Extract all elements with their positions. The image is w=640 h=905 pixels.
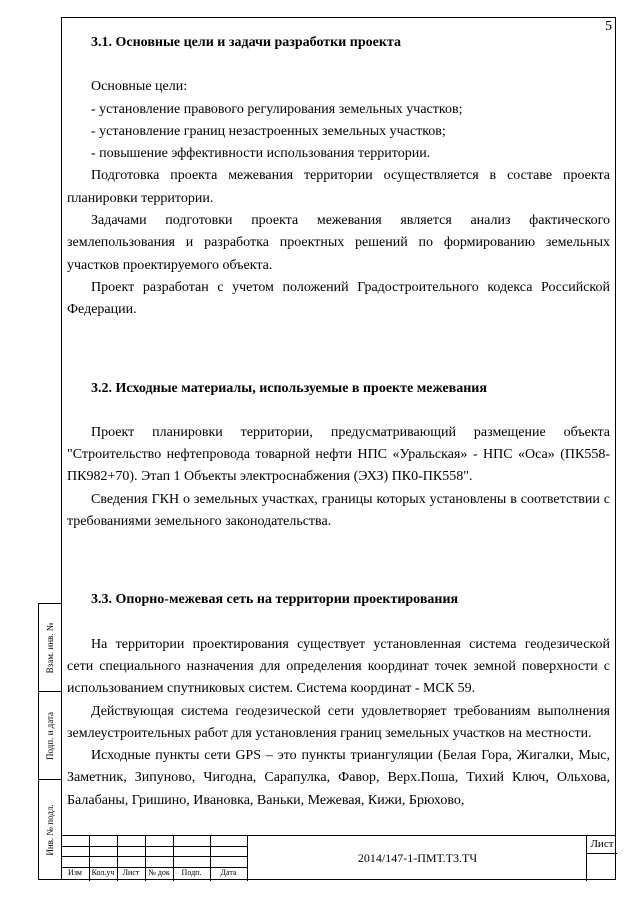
column-label-change: Изм	[68, 868, 82, 877]
column-label-count: Кол.уч	[91, 868, 115, 877]
margin-label-original-inventory: Инв. № подл.	[45, 803, 55, 856]
paragraph: На территории проектирования существует установленная система геодезической сети специального назначения для определения координат точек земной поверхности с использованием спутниковых систем. Система координат - МСК 59.	[67, 636, 610, 697]
paragraph: Действующая система геодезической сети удовлетворяет требованиям выполнения землеустроительных работ для установления границ земельных участков на местности.	[67, 703, 610, 741]
margin-cell-original-inventory	[39, 780, 61, 879]
paragraph: Сведения ГКН о земельных участках, границы которых установлены в соответствии с требованиями земельного законодательства.	[67, 491, 610, 530]
document-body	[67, 32, 610, 812]
column-label-sheet: Лист	[122, 868, 140, 877]
paragraph: Основные цели:	[91, 79, 188, 95]
column-label-signature: Подп.	[181, 868, 202, 877]
paragraph: Проект разработан с учетом положений Градостроительного кодекса Российской Федерации.	[67, 279, 610, 318]
list-item: - установление правового регулирования земельных участков;	[91, 101, 463, 117]
list-item: - повышение эффективности использования территории.	[91, 146, 431, 162]
sheet-cell	[586, 836, 616, 881]
margin-label-signature-date: Подп. и дата	[45, 711, 55, 760]
margin-cell-replacement-inventory	[39, 604, 61, 692]
column-label-date: Дата	[220, 868, 237, 877]
paragraph: Подготовка проекта межевания территории осуществляется в составе проекта планировки территории.	[67, 168, 610, 206]
revision-grid	[61, 836, 247, 881]
page-number: 5	[605, 19, 612, 34]
paragraph: Проект планировки территории, предусматривающий размещение объекта "Строительство нефтепровода товарной нефти НПС «Уральская» - НПС «Оса» (ПК558-ПК982+70). Этап 1 Объекты электроснабжения (ЭХЗ) ПК0-ПК558".	[67, 424, 610, 485]
section-title-survey-network: 3.3. Опорно-межевая сеть на территории проектирования	[91, 592, 459, 608]
sheet-label: Лист	[590, 838, 614, 850]
document-code: 2014/147-1-ПМТ.Т3.ТЧ	[247, 836, 587, 881]
paragraph: Задачами подготовки проекта межевания является анализ фактического землепользования и разработка проектных решений по формированию земельных участков проектируемого объекта.	[67, 213, 610, 273]
title-block	[61, 835, 616, 880]
paragraph: Исходные пункты сети GPS – это пункты триангуляции (Белая Гора, Жигалки, Мыс, Заметник, Зипуново, Чигодна, Сарапулка, Фавор, Верх.Поша, Тихий Ключ, Ольхова, Балабаны, Гришино, Ивановка, Ваньки, Межевая, Кижи, Брюхово,	[67, 748, 610, 808]
margin-cell-signature-date	[39, 692, 61, 780]
column-label-doc-number: № док	[148, 868, 170, 877]
section-title-source-materials: 3.2. Исходные материалы, используемые в проекте межевания	[91, 380, 487, 396]
section-title-goals: 3.1. Основные цели и задачи разработки проекта	[91, 35, 401, 50]
margin-stamp	[38, 603, 61, 880]
margin-label-replacement-inventory: Взам. инв. №	[45, 622, 55, 673]
list-item: - установление границ незастроенных земельных участков;	[91, 123, 446, 139]
